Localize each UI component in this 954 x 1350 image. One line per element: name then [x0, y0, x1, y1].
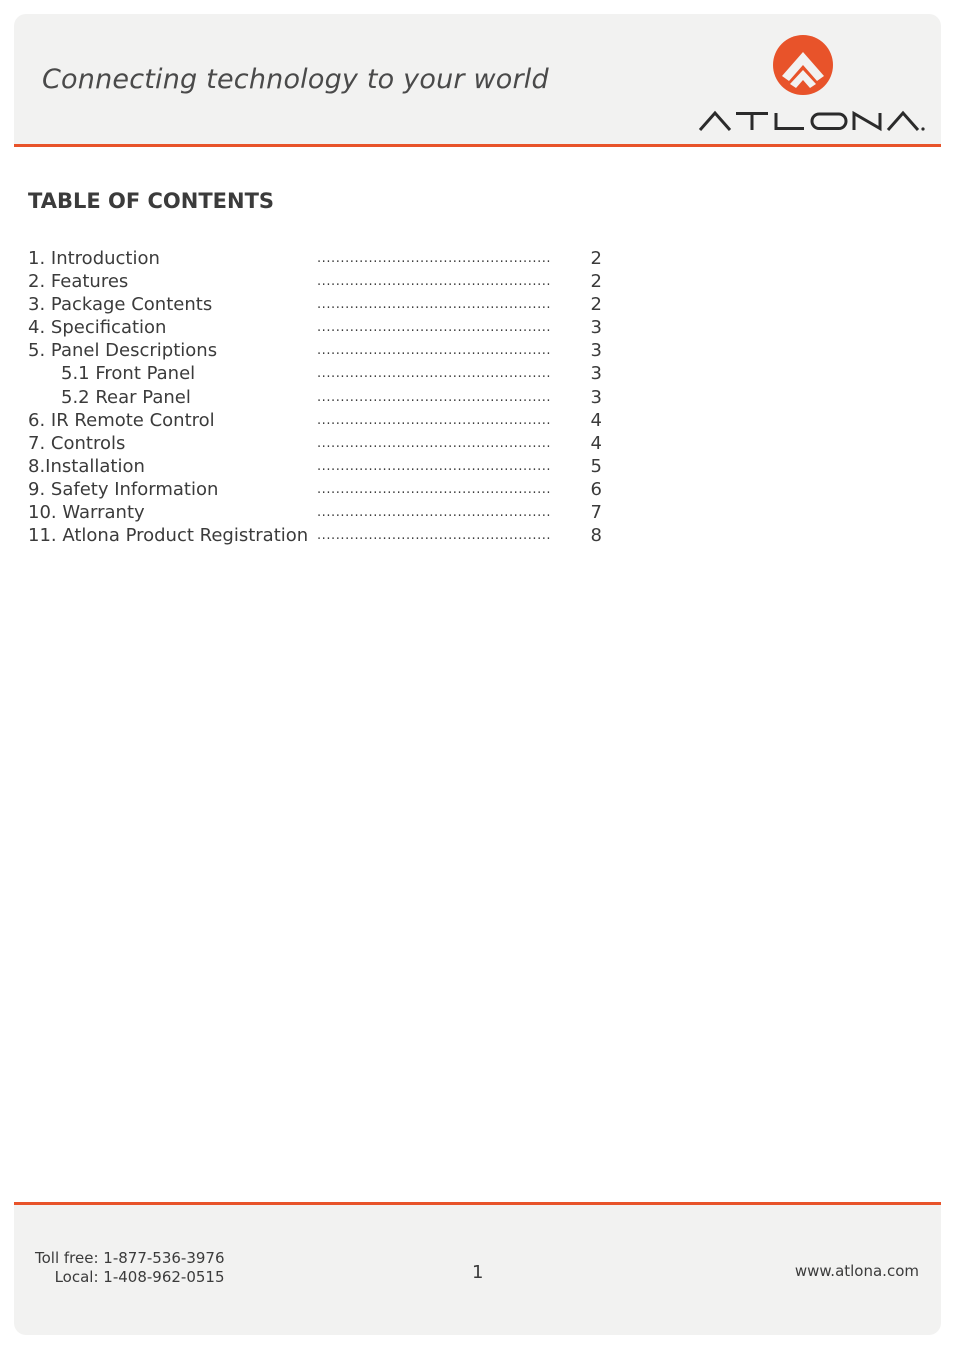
toc-entry-page: 2: [590, 271, 602, 293]
toc-entry[interactable]: [28, 432, 608, 455]
atlona-wordmark: [698, 110, 926, 132]
toc-entry[interactable]: [28, 270, 608, 293]
contact-info: [35, 1249, 225, 1287]
toc-dot-leader: ..................................................: [317, 505, 552, 521]
local-number: Local: 1-408-962-0515: [54, 1268, 225, 1286]
toc-entry-label: 11. Atlona Product Registration: [28, 525, 309, 547]
toc-dot-leader: ..................................................: [317, 343, 552, 359]
toc-entry-page: 2: [590, 294, 602, 316]
toc-entry[interactable]: [28, 316, 608, 339]
toc-entry-page: 6: [590, 478, 602, 500]
toc-entry-label: 4. Specification: [28, 317, 167, 339]
toc-entry[interactable]: [28, 455, 608, 478]
toc-entry-label: 7. Controls: [28, 432, 126, 454]
toc-dot-leader: ..................................................: [317, 412, 552, 428]
toc-entry-page: 3: [590, 363, 602, 385]
toc-entry-label: 9. Safety Information: [28, 478, 219, 500]
toc-entry-page: 8: [590, 525, 602, 547]
toc-entry[interactable]: [28, 293, 608, 316]
toc-entry-label: 2. Features: [28, 271, 129, 293]
atlona-chevron-logo-icon: [772, 34, 834, 96]
toc-entry-label: 3. Package Contents: [28, 294, 213, 316]
toc-dot-leader: ..................................................: [317, 274, 552, 290]
toc-entry-label: 5.2 Rear Panel: [61, 386, 191, 408]
table-of-contents: [28, 247, 608, 547]
toc-dot-leader: ..................................................: [317, 435, 552, 451]
toc-entry-page: 5: [590, 455, 602, 477]
toc-entry-page: 4: [590, 409, 602, 431]
toc-entry[interactable]: [28, 409, 608, 432]
toc-dot-leader: ..................................................: [317, 297, 552, 313]
toc-entry[interactable]: [28, 478, 608, 501]
toc-entry-label: 5.1 Front Panel: [61, 363, 196, 385]
toc-entry-page: 3: [590, 340, 602, 362]
toc-entry-label: 5. Panel Descriptions: [28, 340, 218, 362]
page-number: 1: [472, 1262, 484, 1283]
toc-entry-page: 3: [590, 386, 602, 408]
toc-entry[interactable]: [28, 501, 608, 524]
tagline: Connecting technology to your world: [42, 64, 549, 95]
toc-dot-leader: ..................................................: [317, 366, 552, 382]
toc-entry-label: 10. Warranty: [28, 502, 145, 524]
toc-dot-leader: ..................................................: [317, 458, 552, 474]
page-header: [14, 14, 941, 145]
toll-free-number: Toll free: 1-877-536-3976: [35, 1249, 225, 1267]
toc-title: TABLE OF CONTENTS: [28, 189, 275, 213]
toc-dot-leader: ..................................................: [317, 481, 552, 497]
toc-entry-label: 6. IR Remote Control: [28, 409, 215, 431]
header-divider: [14, 144, 941, 147]
toc-dot-leader: ..................................................: [317, 389, 552, 405]
toc-entry-label: 8.Installation: [28, 455, 145, 477]
toc-dot-leader: ..................................................: [317, 320, 552, 336]
toc-entry-page: 3: [590, 317, 602, 339]
website-link[interactable]: www.atlona.com: [794, 1262, 919, 1280]
toc-entry-label: 1. Introduction: [28, 248, 160, 269]
toc-dot-leader: ..................................................: [317, 528, 552, 544]
toc-dot-leader: ..................................................: [317, 251, 552, 266]
toc-entry-page: 2: [590, 248, 602, 269]
toc-entry[interactable]: [28, 524, 608, 547]
toc-entry-page: 4: [590, 432, 602, 454]
toc-entry-page: 7: [590, 502, 602, 524]
toc-entry[interactable]: [28, 339, 608, 362]
page-footer: [14, 1205, 941, 1335]
toc-subentry[interactable]: [28, 386, 608, 409]
toc-subentry[interactable]: [28, 362, 608, 385]
toc-entry[interactable]: [28, 247, 608, 270]
